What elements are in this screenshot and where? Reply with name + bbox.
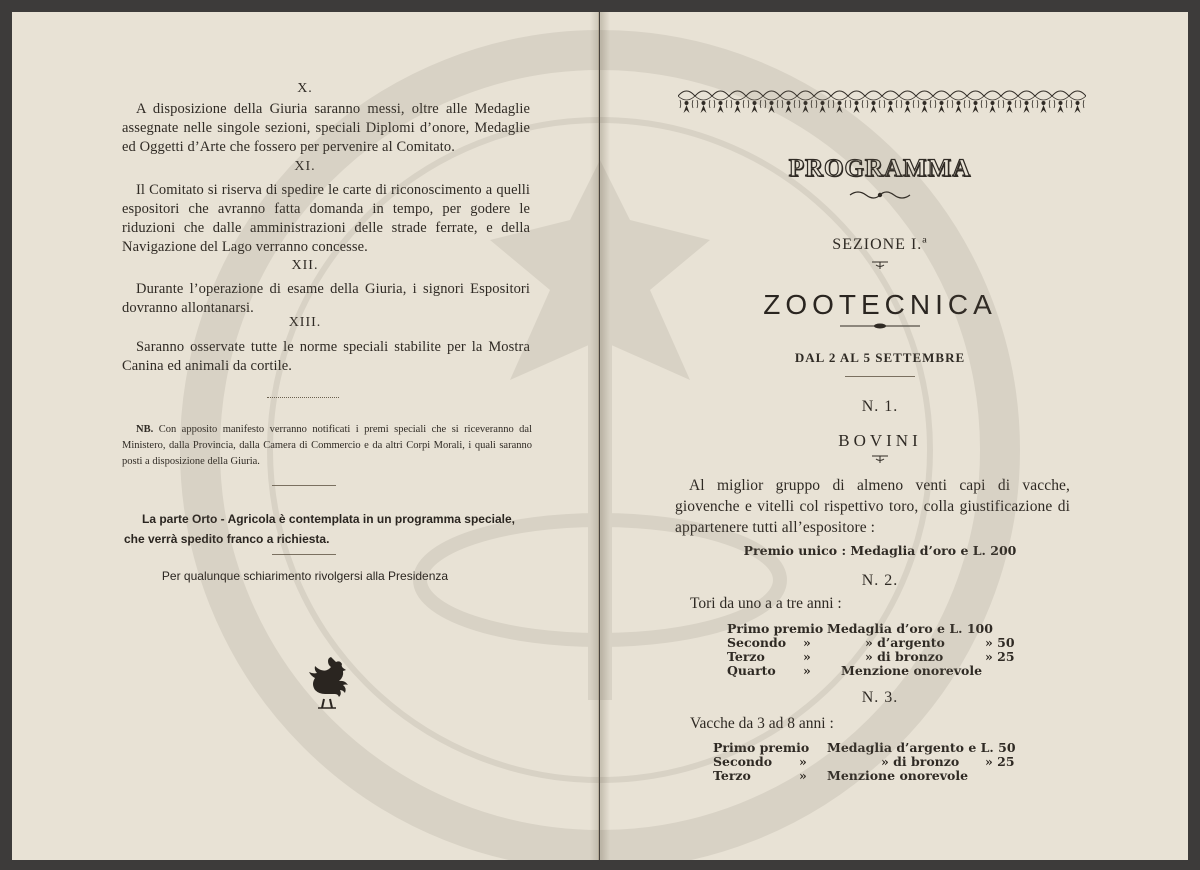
ornamental-border — [678, 88, 1086, 118]
left-page — [12, 12, 599, 860]
prize-rank: Quarto — [727, 663, 776, 678]
rule-ornament-icon — [840, 322, 920, 330]
orto-agricola-note: La parte Orto - Agricola è contemplata in un programma speciale, che verrà spedito franco a richiesta. — [124, 512, 515, 546]
section-title: ZOOTECNICA — [763, 289, 997, 320]
entry-number-3: N. 3. — [861, 689, 899, 706]
entry-1-prize: Premio unico : Medaglia d’oro e L. 200 — [743, 543, 1017, 558]
prize-award: Menzione onorevole — [841, 663, 983, 678]
section-xii-text: Durante l’operazione di esame della Giuria, i signori Espositori dovranno allontanarsi. — [122, 281, 530, 316]
nb-label: NB. — [136, 424, 154, 435]
section-numeral-xi: XI. — [294, 159, 316, 174]
entry-1-description: Al miglior gruppo di almeno venti capi di vacche, giovenche e vitelli col rispettivo toro, colla giustificazione di appartenere tutti all’espositore : — [675, 477, 1070, 536]
entry-number-1: N. 1. — [861, 398, 899, 415]
prize-row — [713, 768, 1053, 782]
nb-text: Con apposito manifesto verranno notificati i premi speciali che si riceveranno dal Ministero, dalla Provincia, dalla Camera di Commercio e da altri Corpi Morali, i quali saranno posti a disposizione della Giuria. — [122, 424, 533, 467]
prize-award: » d’argento — [865, 635, 945, 650]
flourish-icon — [848, 188, 912, 202]
entry-2-description: Tori da uno a a tre anni : — [690, 595, 842, 612]
prize-row — [713, 740, 1053, 754]
nb-note — [122, 422, 532, 470]
programma-heading: PROGRAMMA — [788, 155, 972, 182]
prize-ditto: » — [799, 768, 807, 783]
prize-award: Medaglia d’oro e L. 100 — [827, 621, 993, 636]
prize-row — [727, 663, 1057, 677]
prize-rank: Secondo — [713, 754, 773, 769]
prize-ditto: » — [803, 635, 811, 650]
prize-award: Medaglia d’argento e L. 50 — [827, 740, 1016, 755]
section-numeral-xiii: XIII. — [288, 315, 322, 330]
prize-rank: Primo premio — [727, 621, 824, 636]
divider — [267, 397, 339, 398]
prize-rank: Terzo — [713, 768, 751, 783]
section-x-text: A disposizione della Giuria saranno messi, oltre alle Medaglie assegnate nelle singole sezioni, speciali Diplomi d’onore, Medaglie ed Oggetti d’Arte che fossero per pervenire al Comitato. — [122, 101, 530, 155]
rooster-icon — [302, 656, 358, 712]
prize-ditto: » — [803, 663, 811, 678]
entry-number-2: N. 2. — [861, 572, 899, 589]
event-dates: DAL 2 AL 5 SETTEMBRE — [794, 350, 966, 365]
category-title: BOVINI — [838, 431, 922, 450]
prize-award: » di bronzo — [865, 649, 944, 664]
entry-3-description: Vacche da 3 ad 8 anni : — [690, 715, 834, 732]
prize-ditto: » — [803, 649, 811, 664]
prize-award: Menzione onorevole — [827, 768, 969, 783]
section-numeral-xii: XII. — [291, 258, 319, 273]
prize-row — [727, 649, 1057, 663]
prize-award: » di bronzo — [881, 754, 960, 769]
prize-amount: » 25 — [985, 649, 1015, 664]
prize-amount: » 25 — [985, 754, 1015, 769]
divider — [845, 376, 915, 377]
section-label: SEZIONE I.ª — [832, 236, 928, 253]
prize-rank: Secondo — [727, 635, 787, 650]
section-xi-text: Il Comitato si riserva di spedire le carte di riconoscimento a quelli espositori che avranno fatta domanda in tempo, per godere le riduzioni che dalle amministrazioni delle strade ferrate, e della Navigazione del Lago verranno concesse. — [122, 182, 530, 255]
entry-3-prize-table — [713, 740, 1053, 786]
prize-amount: » 50 — [985, 635, 1015, 650]
right-page — [600, 12, 1188, 860]
small-ornament-icon — [870, 260, 890, 270]
prize-row — [713, 754, 1053, 768]
small-ornament-icon — [870, 454, 890, 464]
entry-2-prize-table — [727, 621, 1057, 681]
prize-rank: Terzo — [727, 649, 765, 664]
prize-rank: Primo premio — [713, 740, 810, 755]
divider — [272, 554, 336, 555]
section-numeral-x: X. — [297, 81, 313, 96]
prize-row — [727, 621, 1057, 635]
prize-row — [727, 635, 1057, 649]
section-xiii-text: Saranno osservate tutte le norme speciali stabilite per la Mostra Canina ed animali da cortile. — [122, 339, 530, 374]
contact-note: Per qualunque schiarimento rivolgersi alla Presidenza — [161, 569, 449, 583]
divider — [272, 485, 336, 486]
prize-ditto: » — [799, 754, 807, 769]
